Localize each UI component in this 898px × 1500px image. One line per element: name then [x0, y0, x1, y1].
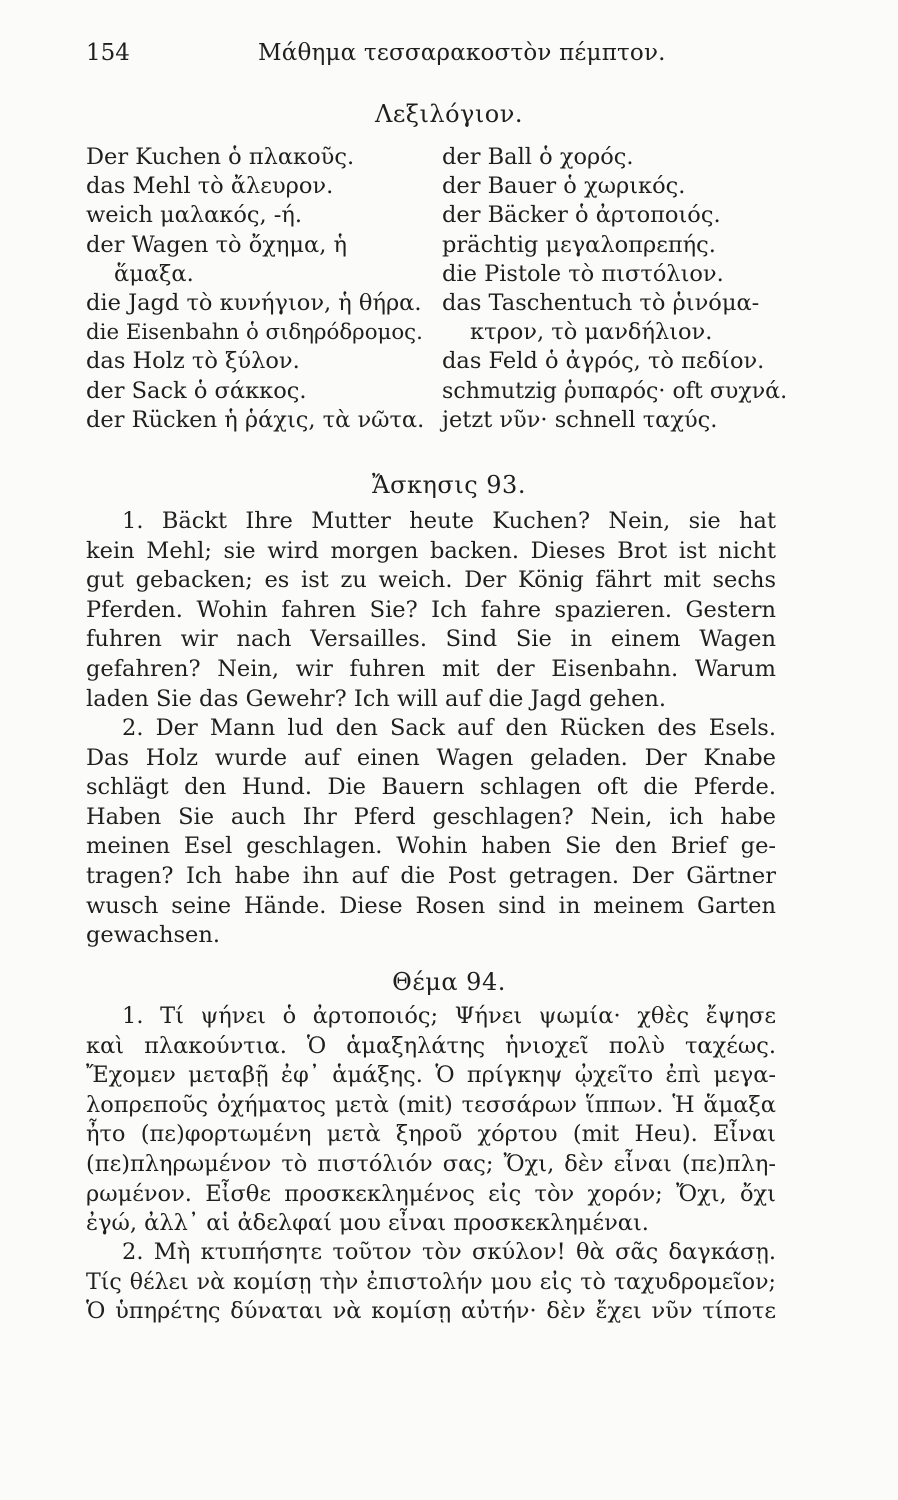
vocab-entry-continuation: κτρον, τὸ μανδήλιον. [470, 319, 713, 346]
text-line: 2. Μὴ κτυπήσητε τοῦτον τὸν σκύλον! θὰ σᾶς δαγκάσῃ. [122, 1239, 776, 1265]
exercise-title: Ἄσκησις 93. [372, 471, 526, 499]
vocab-entry: der Bauer ὁ χωρικός. [442, 173, 686, 200]
text-line: gewachsen. [86, 922, 220, 949]
vocab-entry: das Taschentuch τὸ ῥινόμα- [442, 289, 760, 316]
vocab-entry: das Holz τὸ ξύλον. [86, 348, 300, 375]
theme-paragraph-1 [86, 1002, 776, 1239]
vocab-entry: der Ball ὁ χορός. [442, 144, 634, 170]
text-line: laden Sie das Gewehr? Ich will auf die Jagd gehen. [86, 685, 667, 712]
page-number: 154 [86, 40, 130, 66]
running-head: Μάθημα τεσσαρακοστὸν πέμπτον. [258, 40, 666, 66]
vocab-entry: der Rücken ἡ ῥάχις, τὰ νῶτα. [86, 406, 425, 433]
vocab-entry: der Sack ὁ σάκκος. [86, 377, 307, 404]
text-line: ρωμένον. Εἶσθε προσκεκλημένος εἰς τὸν χορόν; Ὄχι, ὄχι [86, 1180, 776, 1207]
text-line: Das Holz wurde auf einen Wagen geladen. Der Knabe [86, 744, 776, 771]
vocab-entry: der Wagen τὸ ὄχημα, ἡ [86, 231, 347, 258]
text-line: Ὁ ὑπηρέτης δύναται νὰ κομίσῃ αὐτήν· δὲν ἔχει νῦν τίποτε [86, 1298, 776, 1325]
exercise-paragraph-2 [86, 714, 776, 951]
text-line: Ἔχομεν μεταβῇ ἐφ᾽ ἁμάξης. Ὁ πρίγκηψ ᾠχεῖτο ἐπὶ μεγα- [86, 1062, 776, 1089]
vocab-entry: prächtig μεγαλοπρεπής. [442, 231, 716, 258]
text-line: Τίς θέλει νὰ κομίσῃ τὴν ἐπιστολήν μου εἰς τὸ ταχυδρομεῖον; [86, 1268, 776, 1295]
text-line: 2. Der Mann lud den Sack auf den Rücken des Esels. [122, 715, 776, 741]
page-header [86, 40, 786, 74]
vocab-entry: schmutzig ῥυπαρός· oft συχνά. [442, 377, 788, 404]
text-line: 1. Τί ψήνει ὁ ἀρτοποιός; Ψήνει ψωμία· χθὲς ἔψησε [122, 1003, 776, 1029]
text-line: tragen? Ich habe ihn auf die Post getragen. Der Gärtner [86, 862, 776, 889]
theme-title: Θέμα 94. [392, 968, 506, 996]
text-line: meinen Esel geschlagen. Wohin haben Sie den Brief ge- [86, 833, 776, 860]
vocab-entry: das Feld ὁ ἀγρός, τὸ πεδίον. [442, 348, 765, 375]
text-line: καὶ πλακούντια. Ὁ ἁμαξηλάτης ἡνιοχεῖ πολὺ ταχέως. [86, 1032, 776, 1059]
text-line: ἦτο (πε)φορτωμένη μετὰ ξηροῦ χόρτου (mit Heu). Εἶναι [86, 1121, 776, 1148]
text-line: kein Mehl; sie wird morgen backen. Dieses Brot ist nicht [86, 537, 776, 564]
text-line: gefahren? Nein, wir fuhren mit der Eisenbahn. Warum [86, 655, 776, 682]
vocab-entry-continuation: ἅμαξα. [114, 260, 194, 287]
theme-paragraph-2 [86, 1238, 776, 1327]
vocab-entry: die Eisenbahn ὁ σιδηρόδρομος. [86, 320, 423, 346]
vocab-entry: das Mehl τὸ ἄλευρον. [86, 173, 334, 200]
text-line: Pferden. Wohin fahren Sie? Ich fahre spazieren. Gestern [86, 596, 776, 623]
text-line: wusch seine Hände. Diese Rosen sind in meinem Garten [86, 892, 776, 919]
text-line: Haben Sie auch Ihr Pferd geschlagen? Nein, ich habe [86, 803, 776, 830]
text-line: gut gebacken; es ist zu weich. Der König fährt mit sechs [86, 567, 776, 594]
vocab-entry: der Bäcker ὁ ἀρτοποιός. [442, 202, 721, 229]
text-line: schlägt den Hund. Die Bauern schlagen oft die Pferde. [86, 774, 776, 801]
vocab-entry: Der Kuchen ὁ πλακοῦς. [86, 144, 355, 170]
exercise-paragraph-1 [86, 507, 776, 714]
text-line: 1. Bäckt Ihre Mutter heute Kuchen? Nein, sie hat [122, 508, 776, 534]
text-line: fuhren wir nach Versailles. Sind Sie in einem Wagen [86, 626, 776, 653]
vocab-entry: jetzt νῦν· schnell ταχύς. [442, 406, 718, 433]
vocab-entry: weich μαλακός, -ή. [86, 202, 303, 229]
text-line: (πε)πληρωμένον τὸ πιστόλιόν σας; Ὄχι, δὲν εἶναι (πε)πλη- [86, 1150, 776, 1177]
text-line: ἐγώ, ἀλλ᾽ αἱ ἀδελφαί μου εἶναι προσκεκλημέναι. [86, 1210, 649, 1237]
text-line: λοπρεποῦς ὀχήματος μετὰ (mit) τεσσάρων ἵππων. Ἡ ἅμαξα [86, 1091, 776, 1118]
vocabulary-right-column [442, 143, 792, 435]
vocabulary-left-column [86, 143, 426, 435]
vocab-entry: die Jagd τὸ κυνήγιον, ἡ θήρα. [86, 289, 422, 316]
vocabulary-title: Λεξιλόγιον. [375, 100, 523, 128]
vocab-entry: die Pistole τὸ πιστόλιον. [442, 260, 724, 287]
